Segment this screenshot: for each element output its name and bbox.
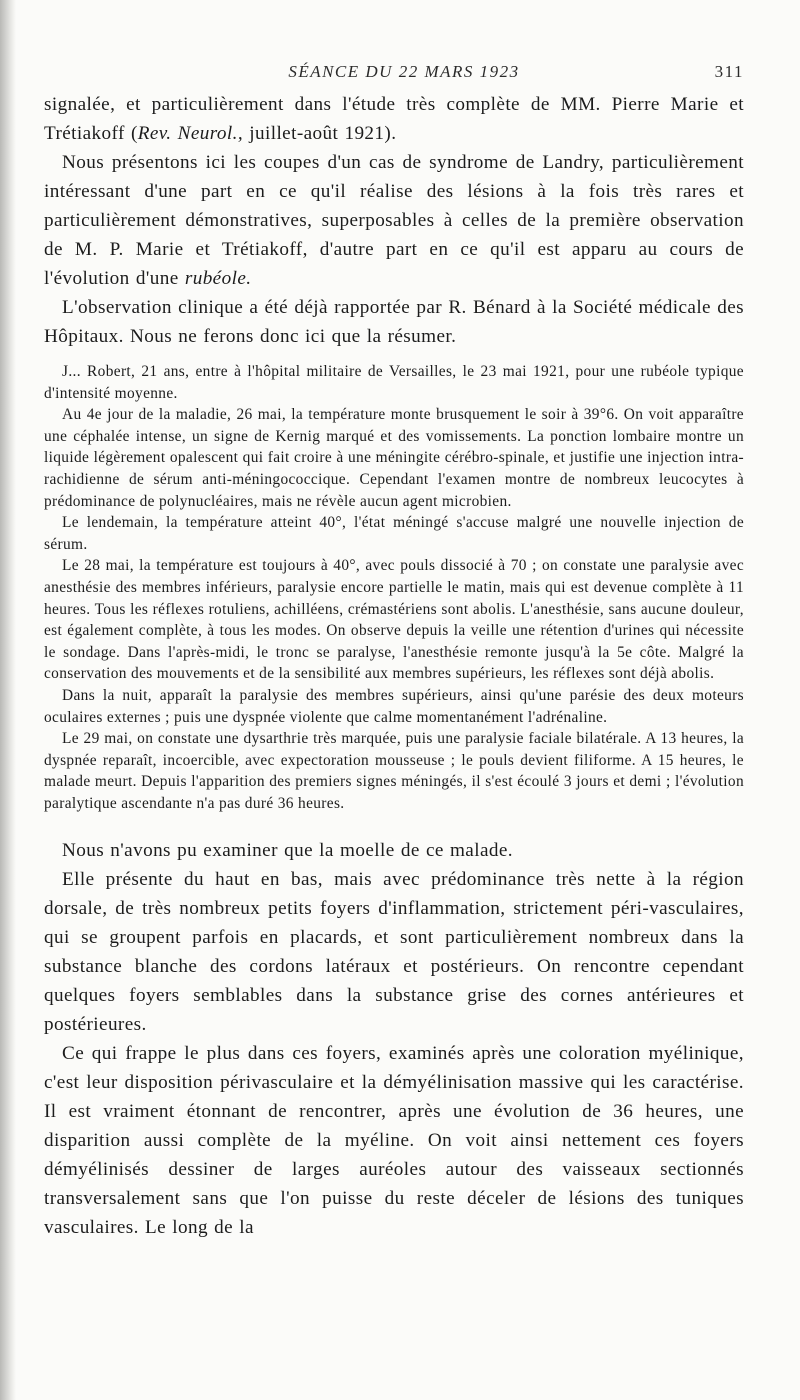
document-page xyxy=(44,56,744,1242)
clinical-paragraph-4: Le 28 mai, la température est toujours à 40°, avec pouls dissocié à 70 ; on constate une paralysie avec anesthésie des membres inférieurs, paralysie encore partielle le matin, mais qui est devenue complète à 11 heures. Tous les réflexes rotuliens, achilléens, crémastériens sont abolis. L'anesthésie, sans aucune douleur, est également complète, à tous les modes. On observe depuis la veille une rétention d'urines qui nécessite le sondage. Dans l'après-midi, le tronc se paralyse, l'anesthésie remonte jusqu'à la 5e côte. Malgré la conservation des mouvements et de la sensibilité aux membres supérieurs, les réflexes sont déjà abolis. xyxy=(44,557,744,683)
intro-paragraph-2: Nous présentons ici les coupes d'un cas de syndrome de Landry, particulièrement intéressant d'une part en ce qu'il réalise des lésions à la fois très rares et particulièrement démonstratives, superposables à celles de la première observation de M. P. Marie et Trétiakoff, d'autre part en ce qu'il est apparu au cours de l'évolution d'une rubéole. xyxy=(44,152,744,289)
clinical-paragraph-3: Le lendemain, la température atteint 40°, l'état méningé s'accuse malgré une nouvelle injection de sérum. xyxy=(44,514,744,553)
clinical-paragraph-1: J... Robert, 21 ans, entre à l'hôpital militaire de Versailles, le 23 mai 1921, pour une rubéole typique d'intensité moyenne. xyxy=(44,363,744,402)
journal-citation: Rev. Neurol., xyxy=(137,123,244,144)
emphasized-term: rubéole. xyxy=(184,268,252,289)
findings-section xyxy=(44,836,744,1242)
findings-paragraph-3: Ce qui frappe le plus dans ces foyers, examinés après une coloration myélinique, c'est leur disposition périvasculaire et la démyélinisation massive qui les caractérise. Il est vraiment étonnant de rencontrer, après une évolution de 36 heures, une disparition aussi complète de la myéline. On voit ainsi nettement ces foyers démyélinisés dessiner de larges auréoles autour des vaisseaux sectionnés transversalement sans que l'on puisse du reste déceler de lésions des tuniques vasculaires. Le long de la xyxy=(44,1043,744,1239)
clinical-observation xyxy=(44,361,744,814)
intro-section xyxy=(44,90,744,351)
clinical-paragraph-5: Dans la nuit, apparaît la paralysie des membres supérieurs, ainsi qu'une parésie des deux moteurs oculaires externes ; puis une dyspnée violente que calme momentanément l'adrénaline. xyxy=(44,686,744,726)
running-title: SÉANCE DU 22 MARS 1923 xyxy=(288,62,520,81)
book-spine-shadow xyxy=(0,0,16,1400)
clinical-paragraph-6: Le 29 mai, on constate une dysarthrie très marquée, puis une paralysie faciale bilatérale. A 13 heures, la dyspnée reparaît, incoercible, avec expectoration mousseuse ; le pouls devient filiforme. A 15 heures, le malade meurt. Depuis l'apparition des premiers signes méningés, il s'est écoulé 3 jours et demi ; l'évolution paralytique ascendante n'a pas duré 36 heures. xyxy=(44,730,744,812)
findings-paragraph-2: Elle présente du haut en bas, mais avec prédominance très nette à la région dorsale, de très nombreux petits foyers d'inflammation, strictement péri-vasculaires, qui se groupent parfois en placards, et sont particulièrement nombreux dans la substance blanche des cordons latéraux et postérieurs. On rencontre cependant quelques foyers semblables dans la substance grise des cornes antérieures et postérieures. xyxy=(44,869,744,1036)
page-number: 311 xyxy=(714,62,744,81)
intro-paragraph-1: signalée, et particulièrement dans l'étude très complète de MM. Pierre Marie et Trétiakoff (Rev. Neurol., juillet-août 1921). xyxy=(44,94,744,144)
clinical-paragraph-2: Au 4e jour de la maladie, 26 mai, la température monte brusquement le soir à 39°6. On voit apparaître une céphalée intense, un signe de Kernig marqué et des vomissements. La ponction lombaire montre un liquide légèrement opalescent qui fait croire à une méningite cérébro-spinale, et justifie une injection intra-rachidienne de sérum anti-méningococcique. Cependant l'examen montre de nombreux leucocytes à prédominance de polynucléaires, mais ne révèle aucun agent microbien. xyxy=(44,406,744,510)
intro-paragraph-3: L'observation clinique a été déjà rapportée par R. Bénard à la Société médicale des Hôpitaux. Nous ne ferons donc ici que la résumer. xyxy=(44,297,744,347)
findings-paragraph-1: Nous n'avons pu examiner que la moelle de ce malade. xyxy=(62,840,513,862)
running-header xyxy=(44,56,744,90)
